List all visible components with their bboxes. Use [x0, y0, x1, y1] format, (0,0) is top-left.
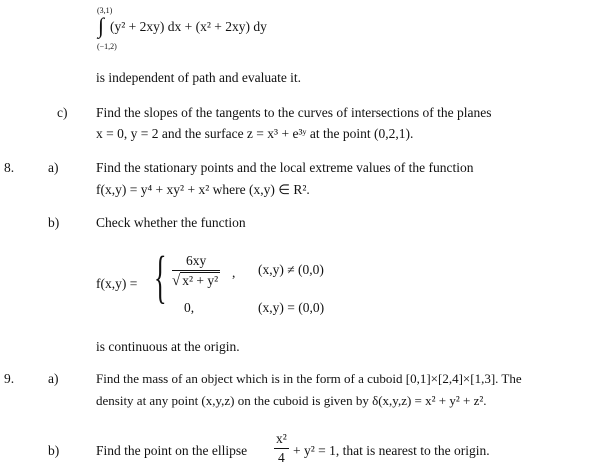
q7c-line1: Find the slopes of the tangents to the curves of intersections of the planes: [96, 105, 492, 120]
q8b-case1: (x,y) ≠ (0,0): [258, 262, 324, 277]
q8b-comma: ,: [232, 265, 236, 280]
q9a-line1: Find the mass of an object which is in the form of a cuboid [0,1]×[2,4]×[1,3]. The: [96, 371, 522, 386]
q8b-fraction: $\frac{6xy}{\text{√ x² + y²}}$: [172, 253, 219, 289]
q8b-zero: 0,: [184, 300, 195, 315]
q8b-fraction-numerator: 6xy: [172, 253, 220, 271]
q9a-line2: density at any point (x,y,z) on the cuboid is given by δ(x,y,z) = x² + y² + z².: [96, 393, 487, 408]
q8b-fraction-denominator: x² + y²: [182, 273, 219, 288]
q9a-label: a): [48, 371, 59, 386]
q7c-label: c): [57, 105, 68, 120]
integral-lower-limit: (−1,2): [97, 42, 117, 51]
q7c-line2: x = 0, y = 2 and the surface z = x³ + e³ʸ at the point (0,2,1).: [96, 126, 414, 141]
q8b-tail: is continuous at the origin.: [96, 339, 240, 354]
q8a-line1: Find the stationary points and the local extreme values of the function: [96, 160, 474, 175]
q8b-fx: f(x,y) =: [96, 276, 138, 291]
q7b-tail-text: is independent of path and evaluate it.: [96, 70, 302, 85]
q9b-fraction-denominator: 4: [278, 450, 285, 465]
q8b-line1: Check whether the function: [96, 215, 246, 230]
q9b-text: Find the point on the ellipse: [96, 443, 248, 458]
q9b-fraction: [274, 431, 289, 466]
integral-sign: ∫: [98, 13, 105, 38]
q8b-case2: (x,y) = (0,0): [258, 300, 325, 315]
integral-integrand: (y² + 2xy) dx + (x² + 2xy) dy: [110, 19, 267, 34]
q9b-label: b): [48, 443, 60, 458]
q8a-label: a): [48, 160, 59, 175]
q8-number: 8.: [4, 160, 15, 175]
q8a-line2: f(x,y) = y⁴ + xy² + x² where (x,y) ∈ R².: [96, 182, 310, 197]
piecewise-brace: {: [154, 244, 167, 309]
q9-number: 9.: [4, 371, 15, 386]
q8b-label: b): [48, 215, 60, 230]
q9b-fraction-numerator: x²: [274, 431, 289, 449]
integral-upper-limit: (3,1): [97, 6, 113, 15]
q9b-rest: + y² = 1, that is nearest to the origin.: [293, 443, 490, 458]
